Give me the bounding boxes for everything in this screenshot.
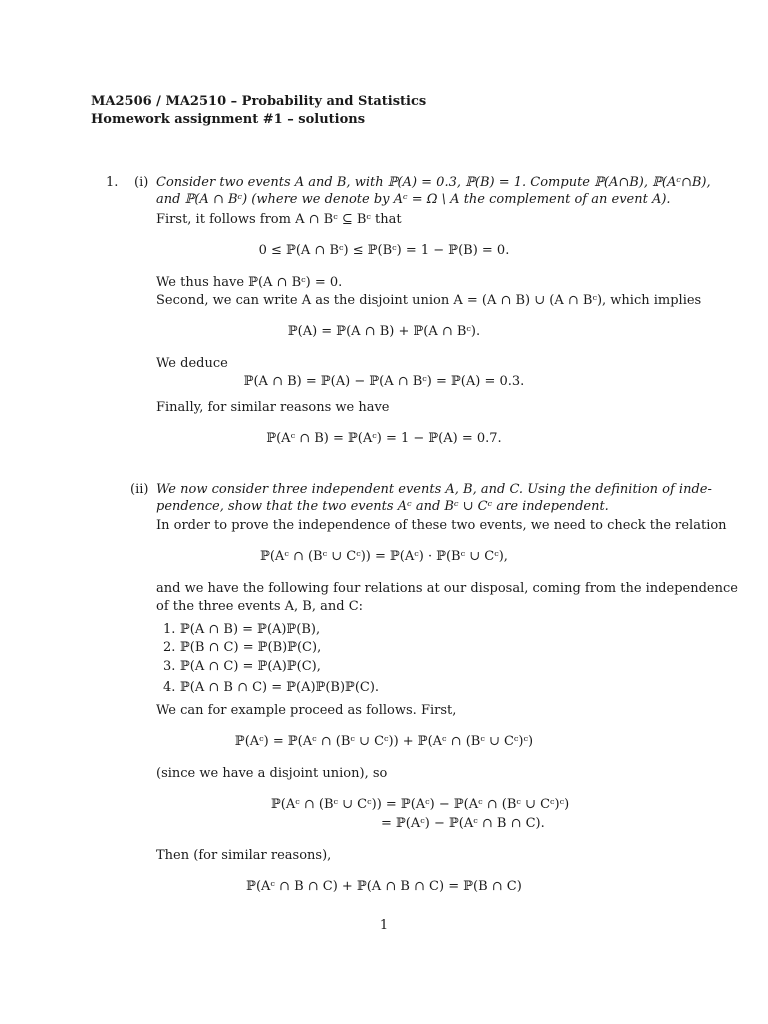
course-title: MA2506 / MA2510 – Probability and Statistics [91, 94, 427, 109]
page-number: 1 [379, 918, 389, 933]
part-i-equation-2: ℙ(A) = ℙ(A ∩ B) + ℙ(A ∩ Bᶜ). [287, 324, 481, 339]
problem-number: 1. [106, 175, 119, 190]
relation-number: 3. [163, 659, 176, 674]
part-i-text-5: Finally, for similar reasons we have [156, 400, 390, 415]
part-ii-equation-3b: = ℙ(Aᶜ) − ℙ(Aᶜ ∩ B ∩ C). [381, 816, 545, 831]
part-i-text-3: Second, we can write A as the disjoint union A = (A ∩ B) ∪ (A ∩ Bᶜ), which implies [156, 293, 702, 308]
part-ii-equation-1: ℙ(Aᶜ ∩ (Bᶜ ∪ Cᶜ)) = ℙ(Aᶜ) · ℙ(Bᶜ ∪ Cᶜ), [260, 549, 508, 564]
part-i-equation-1: 0 ≤ ℙ(A ∩ Bᶜ) ≤ ℙ(Bᶜ) = 1 − ℙ(B) = 0. [258, 243, 510, 258]
part-i-text-4: We deduce [156, 356, 228, 371]
relation-number: 2. [163, 640, 176, 655]
part-i-statement-line2: and ℙ(A ∩ Bᶜ) (where we denote by Aᶜ = Ω \ A the complement of an event A). [156, 192, 671, 207]
assignment-title: Homework assignment #1 – solutions [91, 112, 366, 127]
relation-number: 1. [163, 622, 176, 637]
part-i-equation-4: ℙ(Aᶜ ∩ B) = ℙ(Aᶜ) = 1 − ℙ(A) = 0.7. [266, 431, 502, 446]
part-i-text-2: We thus have ℙ(A ∩ Bᶜ) = 0. [156, 275, 343, 290]
part-ii-text-5: (since we have a disjoint union), so [156, 766, 388, 781]
part-ii-equation-2: ℙ(Aᶜ) = ℙ(Aᶜ ∩ (Bᶜ ∪ Cᶜ)) + ℙ(Aᶜ ∩ (Bᶜ ∪ Cᶜ)ᶜ) [234, 734, 534, 749]
part-ii-statement-line1: We now consider three independent events A, B, and C. Using the definition of inde- [156, 482, 712, 497]
part-ii-statement-line2: pendence, show that the two events Aᶜ and Bᶜ ∪ Cᶜ are independent. [156, 499, 609, 514]
relation-item: ℙ(A ∩ B ∩ C) = ℙ(A)ℙ(B)ℙ(C). [180, 680, 380, 695]
part-ii-text-3: of the three events A, B, and C: [156, 599, 364, 614]
relation-item: ℙ(A ∩ C) = ℙ(A)ℙ(C), [180, 659, 321, 674]
part-ii-equation-4: ℙ(Aᶜ ∩ B ∩ C) + ℙ(A ∩ B ∩ C) = ℙ(B ∩ C) [246, 879, 522, 894]
part-i-equation-3: ℙ(A ∩ B) = ℙ(A) − ℙ(A ∩ Bᶜ) = ℙ(A) = 0.3. [243, 374, 525, 389]
part-ii-label: (ii) [130, 482, 149, 497]
part-i-statement-line1: Consider two events A and B, with ℙ(A) = 0.3, ℙ(B) = 1. Compute ℙ(A∩B), ℙ(Aᶜ∩B), [156, 175, 711, 190]
part-i-text-1: First, it follows from A ∩ Bᶜ ⊆ Bᶜ that [156, 212, 402, 227]
part-i-label: (i) [134, 175, 149, 190]
part-ii-text-4: We can for example proceed as follows. First, [156, 703, 457, 718]
relation-number: 4. [163, 680, 176, 695]
relation-item: ℙ(A ∩ B) = ℙ(A)ℙ(B), [180, 622, 321, 637]
part-ii-text-1: In order to prove the independence of these two events, we need to check the relation [156, 518, 727, 533]
relation-item: ℙ(B ∩ C) = ℙ(B)ℙ(C), [180, 640, 322, 655]
part-ii-text-6: Then (for similar reasons), [156, 848, 332, 863]
part-ii-equation-3a: ℙ(Aᶜ ∩ (Bᶜ ∪ Cᶜ)) = ℙ(Aᶜ) − ℙ(Aᶜ ∩ (Bᶜ ∪ Cᶜ)ᶜ) [271, 797, 570, 812]
part-ii-text-2: and we have the following four relations at our disposal, coming from the independence [156, 581, 738, 596]
